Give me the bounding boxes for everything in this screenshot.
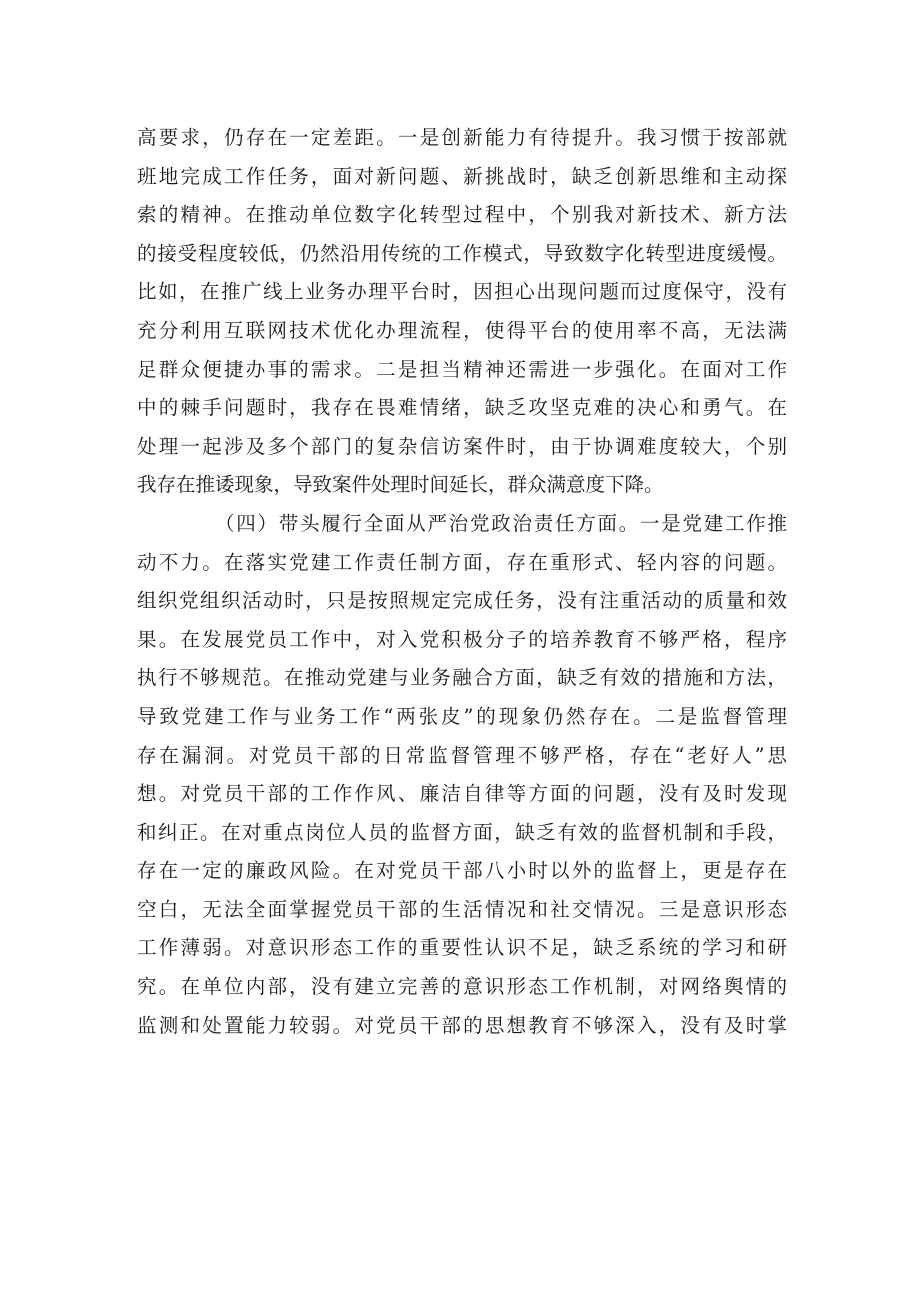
- text-line: 班地完成工作任务，面对新问题、新挑战时，缺乏创新思维和主动探: [137, 164, 787, 188]
- text-line: 果。在发展党员工作中，对入党积极分子的培养教育不够严格，程序: [137, 627, 787, 651]
- text-line: 想。对党员干部的工作作风、廉洁自律等方面的问题，没有及时发现: [137, 782, 787, 806]
- text-line: 中的棘手问题时，我存在畏难情绪，缺乏攻坚克难的决心和勇气。在: [137, 396, 787, 420]
- text-line: 处理一起涉及多个部门的复杂信访案件时，由于协调难度较大，个别: [137, 434, 787, 458]
- text-line: 和纠正。在对重点岗位人员的监督方面，缺乏有效的监督机制和手段，: [137, 820, 787, 844]
- document-body: [137, 119, 787, 1045]
- text-line: 空白，无法全面掌握党员干部的生活情况和社交情况。三是意识形态: [137, 897, 787, 921]
- section-heading-line: （四）带头履行全面从严治党政治责任方面。一是党建工作推: [215, 511, 787, 535]
- text-line: 组织党组织活动时，只是按照规定完成任务，没有注重活动的质量和效: [137, 589, 787, 613]
- text-line: 高要求，仍存在一定差距。一是创新能力有待提升。我习惯于按部就: [137, 126, 787, 149]
- text-line: 存在一定的廉政风险。在对党员干部八小时以外的监督上，更是存在: [137, 859, 787, 883]
- text-line: 索的精神。在推动单位数字化转型过程中，个别我对新技术、新方法: [137, 203, 787, 227]
- text-line: 动不力。在落实党建工作责任制方面，存在重形式、轻内容的问题。: [137, 550, 787, 574]
- paragraph-end-line: 我存在推诿现象，导致案件处理时间延长，群众满意度下降。: [137, 473, 664, 497]
- text-line: 究。在单位内部，没有建立完善的意识形态工作机制，对网络舆情的: [137, 975, 787, 999]
- text-line: 足群众便捷办事的需求。二是担当精神还需进一步强化。在面对工作: [137, 357, 787, 381]
- text-line: 的接受程度较低，仍然沿用传统的工作模式，导致数字化转型进度缓慢。: [137, 241, 787, 265]
- text-line: 存在漏洞。对党员干部的日常监督管理不够严格，存在“老好人”思: [137, 743, 787, 767]
- text-line: 监测和处置能力较弱。对党员干部的思想教育不够深入，没有及时掌: [137, 1013, 787, 1037]
- text-line: 执行不够规范。在推动党建与业务融合方面，缺乏有效的措施和方法，: [137, 666, 787, 690]
- text-line: 充分利用互联网技术优化办理流程，使得平台的使用率不高，无法满: [137, 318, 787, 342]
- text-line: 比如，在推广线上业务办理平台时，因担心出现问题而过度保守，没有: [137, 280, 787, 304]
- text-line: 工作薄弱。对意识形态工作的重要性认识不足，缺乏系统的学习和研: [137, 936, 787, 960]
- text-line: 导致党建工作与业务工作“两张皮”的现象仍然存在。二是监督管理: [137, 704, 787, 728]
